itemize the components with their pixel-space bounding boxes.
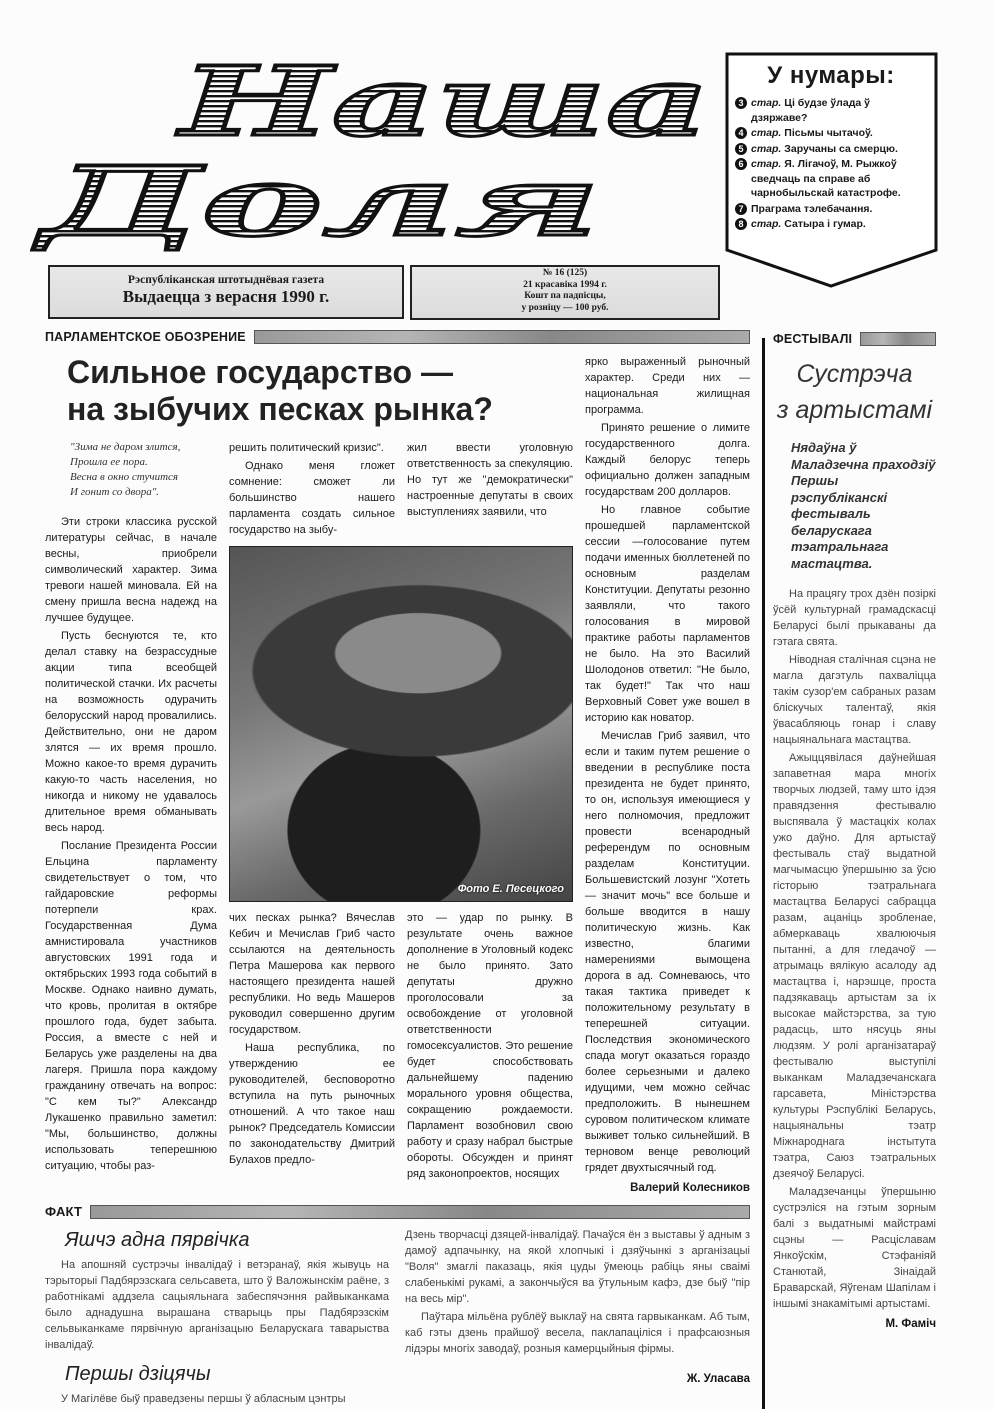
issue-info-box: [410, 265, 720, 320]
logo-word-dolya: Доля: [32, 145, 601, 255]
paragraph: У Магілёве быў праведзены першы ў абласным цэнтры: [61, 1393, 346, 1405]
poem-line: И гонит со двора".: [70, 486, 160, 498]
paragraph: это — удар по рынку. В результате очень важное дополнение в Уголовный кодекс не было принято. Зато депутаты дружно проголосовали за освобождение от уголовной ответственности гомосексуалистов. Это решение будет способствовать дальнейшему падению морального уровня общества, сокращению рождаемости. Парламент возобновил свою работу и сразу набрал быстрые обороты. Обсужден и принят ряд законопроектов, носящих: [407, 912, 573, 1180]
article-headline: [45, 354, 573, 428]
contents-text: Заручаны са смерцю.: [784, 142, 898, 155]
issue-date: 21 красавіка 1994 г.: [523, 279, 607, 290]
title-line: з артыстамі: [776, 396, 933, 424]
paragraph: решить политический кризис".: [229, 442, 384, 454]
article-main: [45, 354, 573, 1196]
newspaper-type: Рэспубліканская штотыднёвая газета: [127, 274, 325, 286]
contents-item[interactable]: [735, 157, 927, 201]
poem-line: "Зима не даром злится,: [70, 441, 181, 453]
contents-item[interactable]: [735, 142, 927, 157]
paragraph: На апошняй сустрэчы інвалідаў і ветэранаў, якія жывуць на тэрыторыі Падбярэзскага сельсавета, што ў Валожынскім раёне, з работнікамі аддзела сацыяльнага забеспячэння райвыканкама было аднадушна вырашана стварыць пры Падбярэзскім сельвыканкаме пярвічную арганізацыю Беларускага таварыства інвалідаў.: [45, 1259, 389, 1351]
fact-left-column: [45, 1227, 389, 1409]
parliament-article: [45, 354, 750, 1196]
page-label: стар.: [751, 218, 782, 230]
left-area: [45, 354, 750, 1409]
headline-line-1: Сильное государство —: [67, 354, 453, 390]
paragraph: жил ввести уголовную ответственность за спекуляцию. Но тут же "демократически" настроенные депутаты в своих выступлениях заявили, что: [407, 442, 573, 518]
section-bar: [90, 1205, 750, 1219]
festival-author: М. Фаміч: [885, 1318, 936, 1330]
paragraph: Паўтара мільёна рублёў выклаў на свята гарвыканкам. Аб тым, каб гэты дзень прайшоў весела, паклапаціліся і прафсаюзныя лідэры многіх заводаў, розныя камерцыйныя фірмы.: [405, 1311, 750, 1355]
festival-lead: Нядаўна ў Маладзечна праходзіў Першы рэспубліканскі фестываль беларускага тэатральнага мастацтва.: [791, 440, 936, 571]
section-bar: [860, 332, 936, 346]
article-author: Валерий Колесников: [630, 1182, 750, 1194]
poem-line: Прошла ее пора.: [70, 456, 148, 468]
poem-line: Весна в окно стучится: [70, 471, 179, 483]
paragraph: Однако меня гложет сомнение: сможет ли большинство нашего парламента создать сильное государство на зыбу-: [229, 460, 395, 536]
page-number-badge: 8: [735, 218, 747, 230]
subscription-price: Кошт па падпісцы,: [524, 291, 606, 301]
fact-left-text: [45, 1257, 389, 1353]
paragraph: чих песках рынка? Вячеслав Кебич и Мечислав Гриб часто ссылаются на деятельность Петра Машерова как первого настоящего президента нашей республики. Но ведь Машеров руководил совершенно другим государством.: [229, 912, 395, 1036]
fact-columns: [45, 1227, 750, 1409]
article-columns: [45, 440, 573, 1184]
contents-text: Пісьмы чытачоў.: [784, 127, 873, 139]
paragraph: Наша республика, по утверждению ее руководителей, бесповоротно вступила на путь рыночных отношений. А что такое наш рынок? Председатель Комиссии по законодательству Дмитрий Булахов предло-: [229, 1042, 395, 1166]
title-line: Сустрэча: [796, 360, 913, 388]
page-number-badge: 6: [735, 158, 747, 170]
section-label-fact: ФАКТ: [45, 1204, 83, 1219]
parliament-photo: [229, 546, 573, 902]
issue-number: № 16 (125): [542, 268, 588, 278]
festival-body: [773, 586, 936, 1332]
middle-top-columns: [229, 440, 573, 540]
festival-title: [773, 356, 936, 428]
photo-caption: Фото Е. Песецкого: [457, 883, 564, 895]
fact-left-text-2: [45, 1391, 389, 1407]
page-label: стар.: [751, 127, 782, 139]
paragraph: Эти строки классика русской литературы сейчас, в начале весны, приобрели символический характер. Зима тревоги нашей миновала. Ей на смену пришла весна надежд на лучшее будущее.: [45, 516, 217, 624]
article-column-3-bottom: [407, 910, 573, 1184]
paragraph: Маладзечанцы ўпершыню сустрэліся на гэтым зорным балі з выдатнымі майстрамі сцэны — Расціславам Янкоўскім, Стэфаніяй Станютай, Зінаідай Браварскай, Яўгенам Шапілам і іншымі знакамітымі артыстамі.: [773, 1186, 936, 1310]
paragraph: ярко выраженный рыночный характер. Среди них — национальная жилищная программа.: [585, 356, 750, 416]
retail-price: у розніцу — 100 руб.: [521, 302, 609, 313]
newspaper-info-box: [48, 265, 404, 319]
contents-item[interactable]: [735, 126, 927, 141]
issue-contents-title: У нумары:: [767, 62, 895, 89]
contents-text: Я. Лігачоў, М. Рыжкоў сведчаць па справе аб чарнобыльскай катастрофе.: [751, 158, 901, 199]
section-header-parliament: [45, 330, 750, 344]
article-middle: [229, 440, 573, 1184]
contents-item[interactable]: [735, 96, 927, 125]
paragraph: На працягу трох дзён позіркі ўсёй культурнай грамадскасці Беларусі былі прыкаваны да гэтага свята.: [773, 588, 936, 648]
paragraph: Но главное событие прошедшей парламентской сессии —голосование путем подачи именных бюллетеней по основным разделам Конституции. Депутаты резонно заявляли, что такого голосования в мировой практике работы парламентов не было. На это Василий Шолодонов ответил: "Не было, так будет!" Так что наш Верховный Совет уже вошел в историю как новатор.: [585, 504, 750, 724]
section-label-parliament: ПАРЛАМЕНТСКОЕ ОБОЗРЕНИЕ: [45, 330, 246, 344]
paragraph: Принято решение о лимите государственного долга. Каждый белорус теперь официально должен западным государствам 200 долларов.: [585, 422, 750, 498]
contents-item[interactable]: [735, 202, 927, 217]
fact-title-1: Яшчэ адна пярвічка: [65, 1229, 250, 1251]
contents-text: Праграма тэлебачання.: [751, 202, 873, 215]
page-number-badge: 3: [735, 97, 747, 109]
middle-bottom-columns: [229, 910, 573, 1184]
epigraph-poem: [70, 440, 217, 500]
fact-title-2: Першы дзіцячы: [65, 1363, 211, 1385]
page-label: стар.: [751, 142, 782, 155]
page-number-badge: 4: [735, 127, 747, 139]
festival-column: [773, 332, 936, 1409]
article-column-1: [45, 514, 217, 1174]
column-divider: [762, 338, 765, 1409]
section-label-festivals: ФЕСТЫВАЛІ: [773, 332, 853, 346]
article-column-2-bottom: [229, 910, 395, 1184]
article-column-2-top: [229, 440, 395, 540]
article-column-1-wrap: [45, 440, 217, 1184]
contents-text: Сатыра і гумар.: [784, 218, 866, 230]
logo-word-nasha: Наша: [174, 45, 711, 158]
section-header-festivals: [773, 332, 936, 346]
contents-item[interactable]: [735, 217, 927, 232]
fact-author: Ж. Уласава: [686, 1373, 750, 1385]
contents-text: Ці будзе ўлада ў дзяржаве?: [751, 97, 870, 124]
masthead-logo: [30, 35, 720, 255]
paragraph: Мечислав Гриб заявил, что если и таким путем решение о введении в республике поста президента не будет принято, то он, используя имеющиеся у него полномочия, предложит провести всенародный референдум по основным разделам Конституции. Большевистский лозунг "Хотеть — значит мочь" все больше и больше вводится в нашу политическую жизнь. Как известно, благими намерениями вымощена дорога в ад. Сомневаюсь, что такая тактика приведет к положительному результату в теперешней ситуации. Последствия экономического спада могут оказаться гораздо более серьезными и далеко идущими, чем можно сейчас предположить. В нынешнем суровом политическом климате выживет только сильнейший. В терновом венце революций грядет двухтысячный год.: [585, 730, 750, 1174]
article-column-4: [585, 354, 750, 1196]
article-column-3-top: [407, 440, 573, 540]
paragraph: Пусть беснуются те, кто делал ставку на безрассудные акции типа всеобщей политической стачки. Их расчеты на возможность одурачить белорусский народ провалились. Действительно, они не даром злятся — их время прошло. Можно какое-то время дурачить какую-то часть населения, но никогда и никому не удавалось длительное время обманывать весь народ.: [45, 630, 217, 834]
paragraph: Дзень творчасці дзяцей-інвалідаў. Пачаўся ён з выставы ў адным з дамоў адпачынку, на якой хлопчыкі і дзяўчынкі з арганізацыі "Воля" змаглі паказаць, якія цуды ўмеюць рабіць яны сваімі слабенькімі рукамі, а закончыўся ва ўтульным кафэ, дзе быў "пір на весь мір".: [405, 1229, 750, 1305]
published-since: Выдаецца з верасня 1990 г.: [122, 287, 330, 306]
section-bar: [254, 330, 750, 344]
fact-right-column: [405, 1227, 750, 1409]
issue-contents-box: [727, 54, 935, 233]
section-header-fact: [45, 1204, 750, 1219]
page-number-badge: 7: [735, 203, 747, 215]
paragraph: Ажыццявілася даўнейшая запаветная мара многіх творчых людзей, таму што ідэя правядзення фестывалю выспявала ў мастацкіх колах ужо даўно. Для артыстаў фестываль стаў выдатной магчымасцю ўпершыню за ўсю гісторыю тэатральнага мастацтва Беларусі сабрацца разам, ацаніць зробленае, абмеркаваць хвалюючыя пытанні, а для гледачоў — атрымаць вялікую асалоду ад мастацтва і, нарэшце, проста падзякаваць артыстам за іх высокае майстэрства, за тую радасць, што нясуць яны людзям. У ролі арганізатараў фестывалю выступілі выканкам Маладзечанскага гарсавета, Міністэрства культуры Рэспублікі Беларусь, нацыянальны тэатр Міжнароднага інстытута тэатра, Саюз тэатральных дзеячоў Беларусі.: [773, 752, 936, 1180]
page-label: стар.: [751, 97, 782, 109]
paragraph: Послание Президента России Ельцина парламенту свидетельствует о том, что гайдаровские реформы потерпели крах. Государственная Дума амнистировала участников августовских 1991 года и октябрьских 1993 года событий в Москве. Однако наивно думать, что кровь, пролитая в октябре прошлого года, будет забыта. Россия, а вместе с ней и Беларусь уже разделены на два лагеря. Пришла пора каждому гражданину отвечать на вопрос: "С кем ты?" Александр Лукашенко правильно заметил: "Мы, большинство, должны использовать теперешнюю ситуацию, чтобы раз-: [45, 840, 217, 1172]
headline-line-2: на зыбучих песках рынка?: [67, 391, 493, 427]
paragraph: Ніводная сталічная сцэна не магла дагэтуль пахваліцца такім сузор'ем сабраных разам бліскучых талентаў, якія ўвасабляюць гонар і славу нацыянальнага мастацтва.: [773, 654, 936, 746]
page-label: стар.: [751, 158, 782, 170]
page-number-badge: 5: [735, 143, 747, 155]
